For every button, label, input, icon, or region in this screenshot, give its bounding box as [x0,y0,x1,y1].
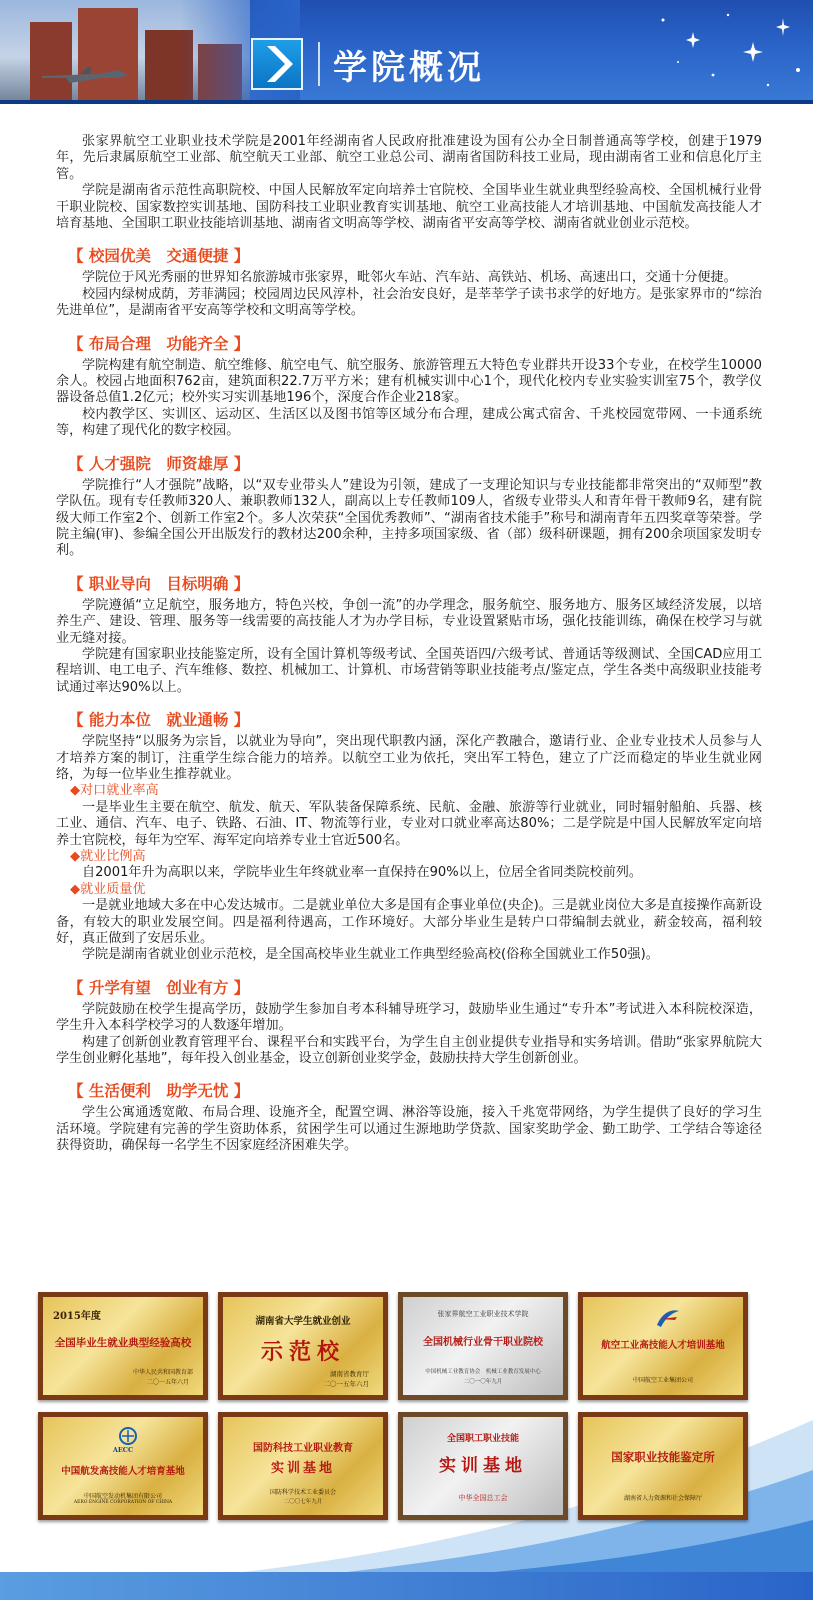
plaque-logo-text: AECC [112,1446,134,1454]
plaque-year: 2015年度 [53,1311,101,1322]
section-paragraph: 学院鼓励在校学生提高学历，鼓励学生参加自考本科辅导班学习，鼓励毕业生通过“专升本”考试进入本科院校深造，学生升入本科学校学习的人数逐年增加。 [56,1001,762,1034]
plaque-main-text: 全国毕业生就业典型经验高校 [54,1337,192,1349]
plaque-date: 二〇一五年六月 [146,1379,189,1386]
plaque-aecc [38,1412,208,1520]
subsection-title: ◆就业比例高 [70,849,146,864]
plaque-top-text: 湖南省大学生就业创业 [255,1316,351,1327]
section-paragraph: 学院遵循“立足航空，服务地方，特色兴校，争创一流”的办学理念，服务航空、服务地方、服务区域经济发展，以培养生产、建设、管理、服务等一线需要的高技能人才为办学目标，专业设置紧贴市场，强化技能训练，确保在校学习与就业无缝对接。 [56,597,762,646]
section-title: 【 布局合理 功能齐全 】 [68,334,250,353]
section-paragraph: 自2001年升为高职以来，学院毕业生年终就业率一直保持在90%以上，位居全省同类院校前列。 [82,865,642,881]
article-body [56,134,762,1155]
intro-paragraph: 张家界航空工业职业技术学院是2001年经湖南省人民政府批准建设为国有公办全日制普通高等学校，创建于1979年，先后隶属原航空工业部、航空航天工业部、航空工业总公司、湖南省国防科技工业局，现由湖南省工业和信息化厅主管。 [56,134,762,182]
plaque-entrepreneurship [218,1292,388,1400]
section-paragraph: 学院构建有航空制造、航空维修、航空电气、航空服务、旅游管理五大特色专业群共开设33个专业，在校学生10000余人。校园占地面积762亩，建筑面积22.7万平方米；建有机械实训中心1个，现代化校内专业实验实训室75个，教学仪器设备总值1.2亿元；校外实习实训基地196个，深度合作企业218家。 [56,357,762,406]
plaque-date: 二〇一五年六月 [323,1380,369,1388]
plaque-issuer: 湖南省人力资源和社会保障厅 [623,1495,702,1502]
section-title: 【 升学有望 创业有方 】 [68,978,250,997]
plaque-top-text: 国防科技工业职业教育 [253,1443,353,1454]
plaque-defense-training [218,1412,388,1520]
chevron-right-icon [251,38,303,90]
section-paragraph: 学院是湖南省就业创业示范校，是全国高校毕业生就业工作典型经验高校(俗称全国就业工作50强)。 [82,947,659,963]
plaque-issuer: 中国机械工业教育协会 机械工业教育发展中心 [425,1369,541,1375]
building-shape [78,8,138,104]
subsection-title: ◆就业质量优 [70,881,146,897]
sparkle-decoration [633,0,813,104]
section-paragraph: 校内教学区、实训区、运动区、生活区以及图书馆等区域分布合理，建成公寓式宿舍、千兆校园宽带网、一卡通系统等，构建了现代化的数字校园。 [56,406,762,439]
section-paragraph: 一是就业地域大多在中心发达城市。二是就业单位大多是国有企事业单位(央企)。三是就业岗位大多是直接操作高新设备，有较大的职业发展空间。四是福利待遇高，工作环境好。大部分毕业生是转户口带编制去就业，薪金较高，福利较好，真正做到了安居乐业。 [56,898,762,947]
section-paragraph: 学院坚持“以服务为宗旨，以就业为导向”，突出现代职教内涵，深化产教融合，邀请行业、企业专业技术人员参与人才培养方案的制订，注重学生综合能力的培养。以航空工业为依托，突出军工特色，建立了广泛而稳定的毕业生就业网络，为每一位毕业生推荐就业。 [56,734,762,782]
plaque-main-text: 全国机械行业骨干职业院校 [423,1337,543,1348]
section-paragraph: 学生公寓通透宽敞、布局合理、设施齐全，配置空调、淋浴等设施，接入千兆宽带网络，为学生提供了良好的学习生活环境。学院建有完善的学生资助体系，贫困学生可以通过生源地助学贷款、国家奖助学金、勤工助学、工学结合等途径获得资助，确保每一名学生不因家庭经济困难失学。 [56,1105,762,1154]
plaque-issuer: 中国航空发动机集团有限公司 [83,1493,162,1500]
plaque-main-text: 航空工业高技能人才培训基地 [601,1340,725,1351]
plaque-date: 二〇〇七年九月 [283,1499,323,1505]
plaque-issuer-en: AERO ENGINE CORPORATION OF CHINA [73,1500,173,1505]
plaque-issuer: 中华人民共和国教育部 [132,1369,193,1376]
plaque-main-text: 中国航发高技能人才培育基地 [61,1466,185,1477]
plaque-issuer: 中华全国总工会 [458,1494,508,1502]
plaque-aviation-training [578,1292,748,1400]
building-shape [30,22,72,104]
plaque-main-text: 实训基地 [270,1461,335,1476]
section-paragraph: 构建了创新创业教育管理平台、课程平台和实践平台，为学生自主创业提供专业指导和实务培训。借助“张家界航院大学生创业孵化基地”，每年投入创业基金，设立创新创业奖学金，鼓励扶持大学生创新创业。 [56,1034,762,1067]
header-divider [318,42,320,86]
plaque-skills-appraisal [578,1412,748,1520]
section-paragraph: 学院推行“人才强院”战略，以“双专业带头人”建设为引领，建成了一支理论知识与专业技能都非常突出的“双师型”教学队伍。现有专任教师320人、兼职教师132人，副高以上专任教师109人，省级专业带头人和青年骨干教师9名，建有院级大师工作室2个、创新工作室2个。多人次荣获“全国优秀教师”、“湖南省技术能手”称号和湖南青年五四奖章等荣誉。学院主编(审)、参编全国公开出版发行的教材达200余种，主持多项国家级、省（部）级科研课题，拥有200余项国家发明专利。 [56,477,762,559]
page-title: 学院概况 [333,48,485,88]
header-underline [0,100,813,104]
plaque-top-text: 全国职工职业技能 [446,1434,519,1444]
aviation-logo-icon [655,1307,681,1329]
section-paragraph: 学院建有国家职业技能鉴定所，设有全国计算机等级考试、全国英语四/六级考试、普通话等级测试、全国CAD应用工程培训、电工电子、汽车维修、数控、机械加工、计算机、市场营销等职业技能考点/鉴定点，学生各类中高级职业技能考试通过率达90%以上。 [56,646,762,695]
plaque-date: 二〇一〇年九月 [463,1379,503,1385]
plaque-workers-training [398,1412,568,1520]
section-title: 【 校园优美 交通便捷 】 [68,247,250,266]
plaque-issuer: 中国航空工业集团公司 [632,1377,693,1384]
plaque-issuer: 湖南省教育厅 [330,1370,369,1378]
page-header [0,0,813,104]
plaque-top-text: 张家界航空工业职业技术学院 [437,1310,529,1318]
jet-icon [40,66,130,84]
footer-band [0,1572,813,1600]
section-title: 【 职业导向 目标明确 】 [68,574,250,593]
plaque-issuer: 国防科学技术工业委员会 [269,1489,336,1496]
plaque-main-text: 实训基地 [439,1456,527,1476]
section-paragraph: 校园内绿树成荫，芳菲满园；校园周边民风淳朴，社会治安良好，是莘莘学子读书求学的好地方。是张家界市的“综治先进单位”，是湖南省平安高等学校和文明高等学校。 [56,286,762,319]
section-title: 【 能力本位 就业通畅 】 [68,711,250,730]
plaque-main-text: 国家职业技能鉴定所 [611,1450,715,1464]
section-title: 【 生活便利 助学无忧 】 [68,1082,250,1101]
section-paragraph: 学院位于风光秀丽的世界知名旅游城市张家界，毗邻火车站、汽车站、高铁站、机场、高速出口，交通十分便捷。 [82,270,737,286]
aecc-logo-icon [115,1427,141,1445]
section-title: 【 人才强院 师资雄厚 】 [68,454,250,473]
plaque-employment-model [38,1292,208,1400]
plaque-machinery [398,1292,568,1400]
subsection-title: ◆对口就业率高 [70,783,159,799]
plaque-main-text: 示范校 [260,1339,345,1365]
honor-plaques [38,1292,786,1522]
intro-paragraph: 学院是湖南省示范性高职院校、中国人民解放军定向培养士官院校、全国毕业生就业典型经验高校、全国机械行业骨干职业院校、国家数控实训基地、国防科技工业职业教育实训基地、航空工业高技能人才培训基地、中国航发高技能人才培育基地、全国职工职业技能培训基地、湖南省文明高等学校、湖南省平安高等学校、湖南省就业创业示范校。 [56,183,762,232]
section-paragraph: 一是毕业生主要在航空、航发、航天、军队装备保障系统、民航、金融、旅游等行业就业，同时辐射船舶、兵器、核工业、通信、汽车、电子、铁路、石油、IT、物流等行业，专业对口就业率高达80%；二是学院是中国人民解放军定向培养士官院校，每年为空军、海军定向培养专业士官近500名。 [56,799,762,848]
